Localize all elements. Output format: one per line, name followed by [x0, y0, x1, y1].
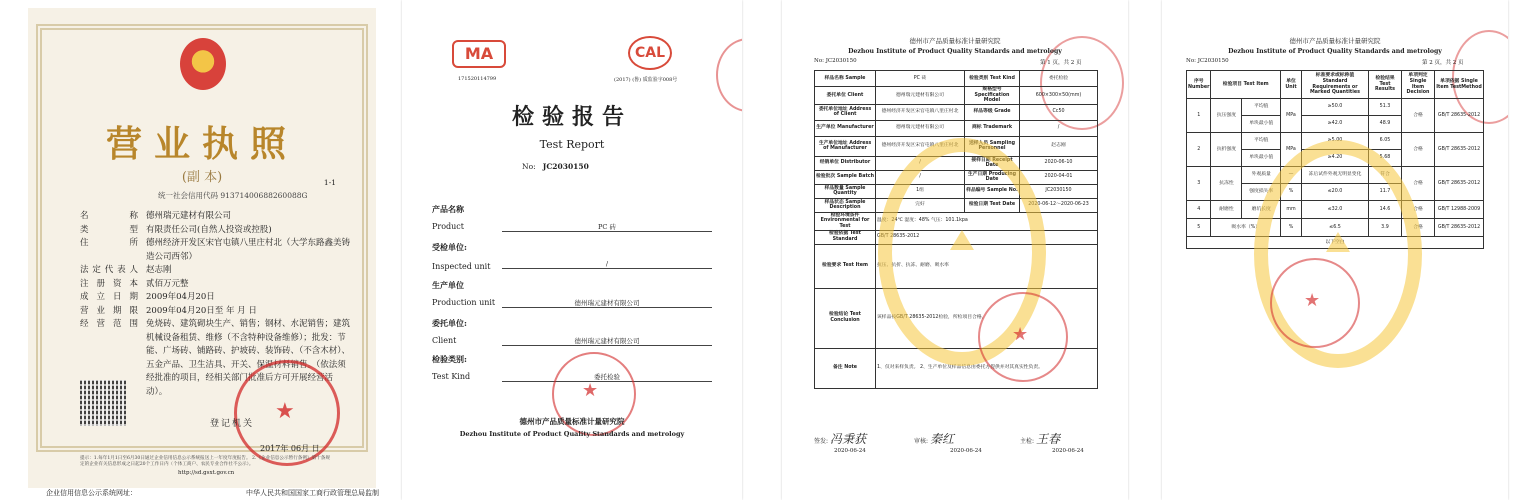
- table-cell: 经销单位 Distributor: [815, 156, 876, 170]
- table-cell: 5: [1187, 219, 1211, 237]
- table-cell: %: [1281, 219, 1302, 237]
- table-cell: 完好: [876, 198, 965, 212]
- cma-number: 171520114799: [458, 76, 497, 82]
- table-cell: 检验日期 Test Date: [965, 198, 1020, 212]
- field-label-en: Production unit: [432, 298, 496, 307]
- table-row: [815, 71, 1098, 87]
- field-value-test-kind: 委托检验: [502, 372, 712, 382]
- table-cell: /: [1020, 120, 1098, 136]
- table-cell: PC 砖: [876, 71, 965, 87]
- table-cell: 3.9: [1369, 219, 1402, 237]
- table-cell: 48.9: [1369, 116, 1402, 133]
- table-cell: 生产单位 Manufacturer: [815, 120, 876, 136]
- table-cell: 序号 Number: [1187, 71, 1211, 99]
- table-cell: ≤20.0: [1302, 184, 1369, 201]
- table-cell: ≥4.20: [1302, 150, 1369, 167]
- qr-code-icon: [80, 380, 126, 426]
- test-report-page-1: [782, 0, 1128, 500]
- page-indicator: 第 1 页，共 2 页: [1040, 60, 1082, 66]
- table-cell: 样品数量 Sample Quantity: [815, 184, 876, 198]
- license-field: 法定代表人 赵志刚: [80, 265, 172, 275]
- table-cell: 2020-04-01: [1020, 170, 1098, 184]
- table-cell: 平均值: [1242, 133, 1281, 150]
- field-value-inspected-unit: /: [502, 260, 712, 269]
- table-cell: 5.68: [1369, 150, 1402, 167]
- field-label-cn: 检验类别:: [432, 354, 467, 364]
- signature-date: 2020-06-24: [834, 448, 866, 454]
- field-label-cn: 生产单位: [432, 280, 464, 290]
- table-cell: 合格: [1402, 219, 1435, 237]
- field-label-cn: 受检单位:: [432, 242, 467, 252]
- table-cell: 6.05: [1369, 133, 1402, 150]
- table-cell: ≥5.00: [1302, 133, 1369, 150]
- national-emblem-icon: [180, 38, 226, 90]
- table-cell: —: [1281, 167, 1302, 184]
- table-cell: 生产日期 Producing Date: [965, 170, 1020, 184]
- report-title-en: Test Report: [539, 138, 605, 151]
- table-cell: 外观质量: [1242, 167, 1281, 184]
- table-cell: 2: [1187, 133, 1211, 167]
- field-value-product: PC 砖: [502, 222, 712, 232]
- table-cell: 委托单位地址 Address of Client: [815, 104, 876, 120]
- table-cell: 样品状态 Sample Description: [815, 198, 876, 212]
- red-official-seal-icon: ★: [1270, 258, 1360, 348]
- table-cell: 3: [1187, 167, 1211, 201]
- table-cell: ≤32.0: [1302, 201, 1369, 219]
- table-cell: 1、仅对来样负责。 2、生产单位及样品信息由委托方提供并对其真实性负责。: [876, 348, 1098, 388]
- field-label-en: Client: [432, 336, 457, 345]
- table-cell: 1组: [876, 184, 965, 198]
- field-label-en: Inspected unit: [432, 262, 491, 271]
- report-number: No: JC2030150: [814, 58, 857, 64]
- table-row: [815, 120, 1098, 136]
- table-cell: MPa: [1281, 99, 1302, 133]
- table-cell: MPa: [1281, 133, 1302, 167]
- table-cell: GB/T 28635-2012: [1435, 219, 1484, 237]
- table-cell: 2020-06-10: [1020, 156, 1098, 170]
- license-copy-label: (副 本): [181, 170, 223, 185]
- table-cell: 强度损失率: [1242, 184, 1281, 201]
- table-cell: 检验项目 Test Item: [1211, 71, 1281, 99]
- institute-name-cn: 德州市产品质量标准计量研究院: [1289, 37, 1381, 45]
- table-cell: 磨坑长度: [1242, 201, 1281, 219]
- table-cell: GB/T 28635-2012: [1435, 167, 1484, 201]
- license-field: 营业期限 2009年04月20日至 年 月 日: [80, 305, 257, 316]
- table-cell: GB/T 12988-2009: [1435, 201, 1484, 219]
- table-cell: 合格: [1402, 201, 1435, 219]
- table-cell: 德州经济开发区宋官屯镇八里庄村北: [876, 104, 965, 120]
- table-cell: 委托单位 Client: [815, 87, 876, 105]
- license-url: http://sd.gsxt.gov.cn: [178, 470, 235, 476]
- institute-name-cn: 德州市产品质量标准计量研究院: [909, 37, 1001, 45]
- table-cell: 委托检验: [1020, 71, 1098, 87]
- field-label-cn: 产品名称: [432, 204, 464, 214]
- table-cell: 51.3: [1369, 99, 1402, 116]
- table-cell: 2020-06-12～2020-06-23: [1020, 198, 1098, 212]
- table-cell: 抗冻性: [1211, 167, 1242, 201]
- table-cell: 单位 Unit: [1281, 71, 1302, 99]
- table-cell: GB/T 28635-2012: [1435, 99, 1484, 133]
- table-cell: 单项判定 Single Item Decision: [1402, 71, 1435, 99]
- table-cell: 合格: [1402, 99, 1435, 133]
- table-cell: 德州瑞元建材有限公司: [876, 87, 965, 105]
- table-cell: 14.6: [1369, 201, 1402, 219]
- table-cell: 抗压、抗折、抗冻、耐磨、吸水率: [876, 244, 1098, 288]
- credit-code: 统一社会信用代码 91371400688260088G: [158, 191, 308, 200]
- table-cell: mm: [1281, 201, 1302, 219]
- table-cell: 抗压强度: [1211, 99, 1242, 133]
- cal-mark-icon: CAL: [628, 36, 672, 70]
- table-cell: 平均值: [1242, 99, 1281, 116]
- table-cell: Cc50: [1020, 104, 1098, 120]
- page-indicator: 第 2 页，共 2 页: [1422, 60, 1464, 66]
- license-field: 注册资本 贰佰万元整: [80, 278, 189, 289]
- table-cell: 检验要求 Test Item: [815, 244, 876, 288]
- table-cell: /: [876, 170, 965, 184]
- test-report-cover: [402, 0, 742, 500]
- signature-reviewer: 审核: 秦红: [914, 432, 954, 446]
- signature-date: 2020-06-24: [1052, 448, 1084, 454]
- table-cell: 耐磨性: [1211, 201, 1242, 219]
- test-report-page-2: [1162, 0, 1508, 500]
- table-cell: 样品等级 Grade: [965, 104, 1020, 120]
- signature-date: 2020-06-24: [950, 448, 982, 454]
- license-date: 2017年 06月 日: [260, 444, 320, 453]
- table-cell: 抗折强度: [1211, 133, 1242, 167]
- table-cell: 温度：24℃ 湿度：48% 气压：101.1kpa: [876, 212, 1098, 230]
- table-cell: ≤6.5: [1302, 219, 1369, 237]
- table-cell: ≥50.0: [1302, 99, 1369, 116]
- field-value-client: 德州瑞元建材有限公司: [502, 336, 712, 346]
- table-cell: 单项依据 Single Item TestMethod: [1435, 71, 1484, 99]
- table-cell: ≥42.0: [1302, 116, 1369, 133]
- red-official-seal-icon: ★: [552, 352, 636, 436]
- table-cell: 检验结论 Test Conclusion: [815, 288, 876, 348]
- table-row: [1187, 99, 1484, 116]
- cal-number: (2017) (鲁) 质监验字008号: [614, 77, 678, 83]
- table-cell: 600×300×50(mm): [1020, 87, 1098, 105]
- table-cell: 接样日期 Receipt Date: [965, 156, 1020, 170]
- institute-name-en: Dezhou Institute of Product Quality Standards and metrology: [459, 430, 685, 438]
- table-row: [815, 87, 1098, 105]
- end-note: 以下空白: [1187, 237, 1484, 249]
- table-cell: 1: [1187, 99, 1211, 133]
- table-cell: GB/T 28635-2012: [1435, 133, 1484, 167]
- cma-mark-icon: MA: [452, 40, 506, 68]
- institute-name-en: Dezhou Institute of Product Quality Standards and metrology: [848, 48, 1062, 55]
- table-cell: 备注 Note: [815, 348, 876, 388]
- table-cell: 检验批次 Sample Batch: [815, 170, 876, 184]
- table-cell: 规格型号 Specification Model: [965, 87, 1020, 105]
- table-cell: 检验环境条件 Environmental for Test: [815, 212, 876, 230]
- business-license-image: [28, 8, 376, 488]
- table-cell: %: [1281, 184, 1302, 201]
- table-cell: 合格: [1402, 167, 1435, 201]
- table-cell: /: [876, 156, 965, 170]
- table-cell: 检验依据 Test Standard: [815, 230, 876, 244]
- license-field: 类 型 有限责任公司(自然人投资或控股): [80, 224, 272, 235]
- table-row: [815, 104, 1098, 120]
- license-field: 经营范围 免烧砖、建筑砌块生产、销售；钢材、水泥销售；建筑机械设备租赁、维修（不含特种设备维修）；批发：节能、广场砖、铺路砖、护坡砖、装饰砖、（不含木材）、五金产品、卫生洁具、开关、保温材料销售。（依法须经批准的项目，经相关部门批准后方可开展经营活动）。: [80, 319, 351, 397]
- license-page-no: 1-1: [323, 178, 336, 187]
- table-cell: 吸水率（%）: [1211, 219, 1281, 237]
- table-cell: 符合: [1369, 167, 1402, 184]
- table-cell: 德州瑞元建材有限公司: [876, 120, 965, 136]
- table-cell: 商标 Trademark: [965, 120, 1020, 136]
- table-cell: 赵志刚: [1020, 136, 1098, 156]
- red-official-seal-icon: ★: [234, 360, 340, 466]
- table-cell: 该样品按GB/T 28635-2012检验，所检项目合格。: [876, 288, 1098, 348]
- table-cell: 单块最小值: [1242, 116, 1281, 133]
- institute-name-en: Dezhou Institute of Product Quality Standards and metrology: [1228, 48, 1442, 55]
- field-value-production-unit: 德州瑞元建材有限公司: [502, 298, 712, 308]
- signature-issuer: 签发: 冯秉获: [814, 432, 866, 446]
- license-title: 营业执照: [105, 123, 298, 165]
- field-label-en: Test Kind: [432, 372, 471, 381]
- table-cell: 样品编号 Sample No.: [965, 184, 1020, 198]
- table-cell: 送样人员 Sampling Personnel: [965, 136, 1020, 156]
- table-cell: 11.7: [1369, 184, 1402, 201]
- table-cell: GB/T 28635-2012: [876, 230, 1098, 244]
- table-cell: 检验类别 Test Kind: [965, 71, 1020, 87]
- field-label-en: Product: [432, 222, 464, 231]
- license-footnote: 提示：1.每年1月1日至6月30日通过企业信用信息公示系统报送上一年度年度报告。 2.《企业信息公示暂行条例》第十条规定的企业有关信息形成之日起20个工作日内（个体工商户、农民专业合作社不公示）。: [80, 456, 330, 467]
- signature-inspector: 主检: 王春: [1020, 432, 1060, 446]
- institute-name-cn: 德州市产品质量标准计量研究院: [519, 417, 625, 426]
- field-label-cn: 委托单位:: [432, 318, 467, 328]
- table-cell: 生产单位地址 Address of Manufacturer: [815, 136, 876, 156]
- report-number: No: JC2030150: [522, 162, 589, 171]
- table-cell: 样品名称 Sample: [815, 71, 876, 87]
- table-cell: 检验结果 Test Results: [1369, 71, 1402, 99]
- license-field: 名 称 德州瑞元建材有限公司: [80, 211, 232, 221]
- registration-office: 登记机关: [210, 419, 255, 429]
- table-cell: 德州经济开发区宋官屯镇八里庄村北: [876, 136, 965, 156]
- license-bottom-right: 中华人民共和国国家工商行政管理总局监制: [246, 489, 379, 497]
- report-number: No: JC2030150: [1186, 58, 1229, 64]
- table-cell: 单块最小值: [1242, 150, 1281, 167]
- table-cell: 合格: [1402, 133, 1435, 167]
- red-official-seal-icon: ★: [978, 292, 1068, 382]
- license-bottom-left: 企业信用信息公示系统网址：: [46, 489, 137, 497]
- table-cell: 4: [1187, 201, 1211, 219]
- table-cell: JC2030150: [1020, 184, 1098, 198]
- license-field: 住 所 德州经济开发区宋官屯镇八里庄村北（大学东路鑫美铸造公司西邻）: [80, 238, 351, 262]
- table-cell: 标准要求或标称值 Standard Requirements or Marked Quantities: [1302, 71, 1369, 99]
- license-field: 成立日期 2009年04月20日: [80, 292, 215, 302]
- table-cell: 冻后试件外观无明显变化: [1302, 167, 1369, 184]
- table-row: [1187, 71, 1484, 99]
- report-title-cn: 检验报告: [511, 104, 632, 130]
